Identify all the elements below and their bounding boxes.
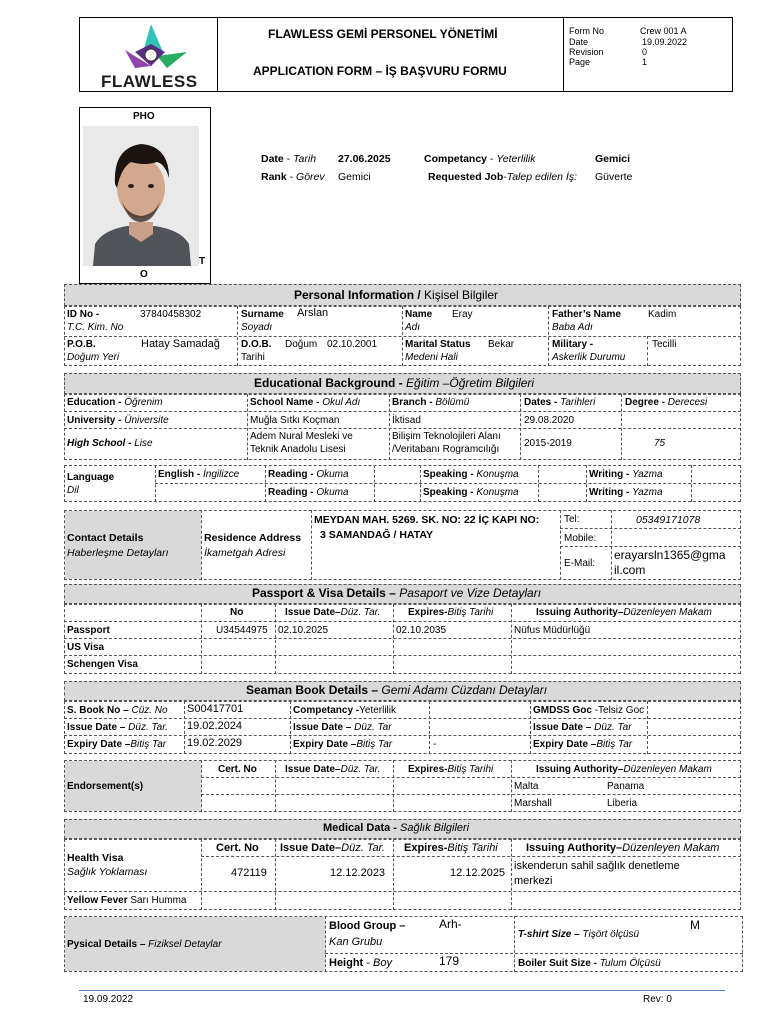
contact-col-divider-1	[201, 510, 202, 580]
health-authority-line-1: iskenderun sahil sağlık denetleme	[514, 860, 680, 872]
edu-header-branch: Branch - Bölümü	[392, 397, 470, 408]
meta-revision-label: Revision	[569, 47, 604, 57]
pob-label: P.O.B.	[67, 339, 96, 350]
tshirt-label: T-shirt Size – Tişört ölçüsü	[518, 929, 640, 940]
endorse-row-divider-1	[201, 777, 741, 778]
seaman-col-divider-3	[429, 701, 430, 754]
applicant-photo	[83, 126, 199, 266]
name-label: Name	[405, 309, 433, 320]
logo-text: FLAWLESS	[101, 72, 198, 91]
blood-group-label: Blood Group –	[329, 920, 406, 932]
university-school: Muğla Sıtkı Koçman	[250, 415, 340, 426]
contact-row-divider-2	[560, 546, 741, 547]
contact-col-divider-3	[560, 510, 561, 580]
endorse-row-1-name: Malta	[514, 781, 539, 792]
military-label: Military -	[552, 339, 594, 350]
passport-col-no: No	[230, 607, 244, 618]
lang-col-divider-3	[374, 465, 375, 502]
education-col-divider-3	[520, 394, 521, 460]
education-row-divider-1	[64, 411, 741, 412]
endorse-col-expires: Expires-Bitiş Tarihi	[408, 764, 494, 775]
passport-authority: Nüfus Müdürlüğü	[514, 625, 591, 636]
meta-revision-value: 0	[642, 47, 648, 57]
edu-header-education: Education - Öğrenim	[67, 397, 163, 408]
english-label: English - İngilizce	[158, 469, 240, 480]
medical-title: Medical Data - Sağlık Bilgileri	[323, 822, 470, 834]
form-title: APPLICATION FORM – İŞ BAŞVURU FORMU	[253, 64, 507, 78]
language-label: Language	[67, 472, 115, 483]
us-visa-label: US Visa	[67, 642, 105, 653]
mobile-label: Mobile:	[564, 533, 597, 544]
high-school-branch-2: /Veritabanı Rogramcılığı	[392, 444, 500, 455]
passport-col-authority: Issuing Authority–Düzenleyen Makam	[536, 607, 712, 618]
high-school-name-2: Teknik Anadolu Lisesi	[250, 444, 346, 455]
writing-label-2: Writing - Yazma	[589, 487, 663, 498]
seaman-col-divider-5	[647, 701, 648, 754]
seaman-col-divider-1	[184, 701, 185, 754]
dob-prefix: Doğum	[285, 339, 318, 350]
seaman-row-divider-2	[64, 735, 741, 736]
passport-col-divider-3	[393, 604, 394, 674]
edu-header-degree: Degree - Derecesi	[625, 397, 708, 408]
medical-col-cert: Cert. No	[216, 842, 259, 854]
physical-col-divider-1	[325, 916, 326, 972]
id-no-label-tr: T.C. Kim. No	[67, 322, 124, 333]
personal-col-divider-1	[237, 306, 238, 366]
schengen-visa-label: Schengen Visa	[67, 659, 138, 670]
medical-col-divider-3	[393, 839, 394, 910]
date-value: 27.06.2025	[338, 153, 391, 165]
passport-col-divider-2	[275, 604, 276, 674]
university-dates: 29.08.2020	[524, 415, 575, 426]
father-name-label-tr: Baba Adı	[552, 322, 593, 333]
header-divider-1	[217, 17, 218, 92]
physical-col-divider-2	[514, 916, 515, 972]
contact-row-divider-1	[560, 528, 741, 529]
endorse-col-issue: Issue Date–Düz. Tar.	[285, 764, 381, 775]
personal-info-title: Personal Information / Kişisel Bilgiler	[294, 288, 499, 302]
contact-label-tr: Haberleşme Detayları	[67, 547, 169, 559]
endorse-row-1-country: Panama	[607, 781, 645, 792]
height-label: Height - Boy	[329, 957, 392, 969]
education-row-divider-2	[64, 428, 741, 429]
reading-label-1: Reading - Okuma	[268, 469, 349, 480]
surname-value: Arslan	[297, 307, 329, 319]
id-no-value: 37840458302	[140, 309, 202, 320]
contact-col-divider-4	[611, 510, 612, 580]
dob-label: D.O.B.	[241, 339, 272, 350]
marital-status-label-tr: Medeni Hali	[405, 352, 458, 363]
meta-page-value: 1	[642, 57, 648, 67]
blood-group-label-tr: Kan Grubu	[329, 936, 383, 948]
seaman-issue-label: Issue Date – Düz. Tar.	[67, 722, 168, 733]
name-label-tr: Adı	[405, 322, 421, 333]
gmdss-label: GMDSS Goc -Telsiz Goc	[533, 705, 645, 716]
yellow-fever-label: Yellow Fever Sarı Humma	[67, 895, 187, 906]
photo-label-top: PHO	[133, 111, 155, 122]
high-school-degree: 75	[654, 438, 666, 449]
seaman-col-divider-2	[290, 701, 291, 754]
contact-label: Contact Details	[67, 532, 144, 544]
company-logo	[95, 22, 205, 90]
surname-label: Surname	[241, 309, 284, 320]
endorse-col-divider-2	[275, 760, 276, 812]
physical-label: Pysical Details – Fiziksel Detaylar	[67, 939, 222, 950]
health-expires: 12.12.2025	[450, 867, 506, 879]
address-line-1: MEYDAN MAH. 5269. SK. NO: 22 İÇ KAPI NO:	[314, 514, 540, 526]
seaman-expiry-value: 19.02.2029	[187, 737, 243, 749]
writing-label-1: Writing - Yazma	[589, 469, 663, 480]
contact-col-divider-2	[311, 510, 312, 580]
footer-date: 19.09.2022	[83, 994, 134, 1005]
seaman-issue2-label: Issue Date – Düz. Tar	[293, 722, 392, 733]
meta-page-label: Page	[569, 57, 591, 67]
health-authority-line-2: merkezi	[514, 875, 553, 887]
endorsement-label: Endorsement(s)	[67, 781, 144, 792]
health-visa-label: Health Visa	[67, 852, 124, 864]
passport-title: Passport & Visa Details – Pasaport ve Vize Detayları	[252, 586, 542, 600]
passport-col-expires: Expires-Bitiş Tarihi	[408, 607, 494, 618]
seaman-expiry-label: Expiry Date –Bitiş Tar	[67, 739, 167, 750]
seaman-expiry2-value: -	[433, 739, 437, 750]
marital-status-value: Bekar	[488, 339, 515, 350]
medical-row-divider-2	[64, 891, 741, 892]
residence-label-tr: İkametgah Adresi	[204, 547, 286, 559]
id-no-label: ID No -	[67, 309, 100, 320]
competency-label: Competancy - Yeterlilik	[424, 153, 536, 165]
passport-row-divider-1	[64, 621, 741, 622]
requested-job-label: Requested Job-Talep edilen İş:	[428, 171, 578, 183]
father-name-label: Father’s Name	[552, 309, 621, 320]
blood-group-value: Arh-	[439, 917, 462, 931]
flawless-logo-icon	[95, 22, 205, 72]
tel-value: 05349171078	[636, 514, 701, 526]
seaman-col-divider-4	[530, 701, 531, 754]
edu-header-dates: Dates - Tarihleri	[524, 397, 596, 408]
endorse-row-2-country: Liberia	[607, 798, 638, 809]
university-branch: İktisad	[392, 415, 421, 426]
high-school-dates: 2015-2019	[524, 438, 572, 449]
photo-label-t: T	[199, 256, 206, 267]
endorse-col-divider-4	[511, 760, 512, 812]
residence-label: Residence Address	[204, 532, 302, 544]
physical-row-divider	[325, 953, 743, 954]
lang-col-divider-7	[691, 465, 692, 502]
lang-col-divider-2	[265, 465, 266, 502]
speaking-label-2: Speaking - Konuşma	[423, 487, 519, 498]
personal-col-divider-4	[647, 336, 648, 366]
tshirt-value: M	[690, 918, 700, 932]
address-line-2: 3 SAMANDAĞ / HATAY	[320, 529, 433, 541]
endorse-col-divider-3	[393, 760, 394, 812]
health-visa-label-tr: Sağlık Yoklaması	[67, 866, 148, 878]
medical-col-divider-1	[201, 839, 202, 910]
edu-header-school: School Name - Okul Adı	[250, 397, 361, 408]
language-label-tr: Dil	[67, 485, 79, 496]
photo-label-bottom: O	[140, 269, 148, 280]
passport-number: U34544975	[216, 625, 268, 636]
tel-label: Tel:	[564, 514, 580, 525]
sbook-label: S. Book No – Cüz. No	[67, 705, 168, 716]
footer-rule	[79, 990, 725, 991]
boiler-suit-label: Boiler Suit Size - Tulum Ölçüsü	[518, 958, 661, 969]
seaman-expiry2-label: Expiry Date –Bitiş Tar	[293, 739, 393, 750]
personal-col-divider-3	[548, 306, 549, 366]
medical-row-divider-1	[201, 856, 741, 857]
seaman-title: Seaman Book Details – Gemi Adamı Cüzdanı Detayları	[246, 683, 548, 697]
company-title: FLAWLESS GEMİ PERSONEL YÖNETİMİ	[268, 27, 498, 41]
contact-label-cell	[65, 511, 201, 579]
endorse-col-cert: Cert. No	[218, 764, 257, 775]
seaman-row-divider-1	[64, 718, 741, 719]
passport-col-issue: Issue Date–Düz. Tar.	[285, 607, 381, 618]
high-school-label: High School - Lise	[67, 438, 153, 449]
passport-col-divider-4	[511, 604, 512, 674]
pob-label-tr: Doğum Yeri	[67, 352, 120, 363]
seaman-issue-value: 19.02.2024	[187, 720, 243, 732]
email-line-1: erayarsln1365@gma	[614, 548, 726, 562]
passport-col-divider-1	[201, 604, 202, 674]
father-name-value: Kadim	[648, 309, 677, 320]
medical-col-divider-2	[275, 839, 276, 910]
reading-label-2: Reading - Okuma	[268, 487, 349, 498]
military-label-tr: Askerlik Durumu	[552, 352, 626, 363]
email-label: E-Mail:	[564, 558, 596, 569]
dob-value: 02.10.2001	[327, 339, 378, 350]
passport-row-label: Passport	[67, 625, 110, 636]
meta-form-no-label: Form No	[569, 26, 605, 36]
lang-row-divider	[155, 483, 741, 484]
education-col-divider-2	[389, 394, 390, 460]
health-issue-date: 12.12.2023	[330, 867, 386, 879]
endorse-row-divider-2	[201, 794, 741, 795]
requested-job-value: Güverte	[595, 171, 633, 183]
date-label: Date - Tarih	[261, 153, 317, 165]
university-label: University - Üniversite	[67, 415, 169, 426]
height-value: 179	[439, 954, 460, 968]
endorse-row-2-name: Marshall	[514, 798, 552, 809]
dob-label-tr: Tarihi	[241, 352, 265, 363]
medical-col-expires: Expires-Bitiş Tarihi	[404, 842, 498, 854]
passport-row-divider-2	[64, 638, 741, 639]
seaman-expiry3-label: Expiry Date –Bitiş Tar	[533, 739, 633, 750]
person-portrait-icon	[83, 126, 199, 266]
email-line-2: il.com	[614, 563, 646, 577]
rank-value: Gemici	[338, 171, 371, 183]
medical-col-divider-4	[511, 839, 512, 910]
surname-label-tr: Soyadı	[241, 322, 273, 333]
marital-status-label: Marital Status	[405, 339, 471, 350]
high-school-branch-1: Bilişim Teknolojileri Alanı	[392, 431, 501, 442]
lang-col-divider-6	[586, 465, 587, 502]
military-value: Tecilli	[652, 339, 677, 350]
rank-label: Rank - Görev	[261, 171, 325, 183]
passport-row-divider-3	[64, 655, 741, 656]
sbook-value: S00417701	[187, 703, 244, 715]
meta-form-no-value: Crew 001 A	[640, 26, 687, 36]
lang-col-divider-4	[420, 465, 421, 502]
pob-value: Hatay Samadağ	[141, 338, 220, 350]
personal-col-divider-2	[402, 306, 403, 366]
lang-col-divider-5	[538, 465, 539, 502]
high-school-name-1: Adem Nural Mesleki ve	[250, 431, 353, 442]
medical-col-issue: Issue Date–Düz. Tar.	[280, 842, 385, 854]
name-value: Eray	[452, 309, 473, 320]
seaman-issue3-label: Issue Date – Düz. Tar	[533, 722, 632, 733]
footer-revision: Rev: 0	[643, 994, 672, 1005]
health-cert-no: 472119	[231, 867, 267, 879]
passport-issue-date: 02.10.2025	[278, 625, 329, 636]
education-col-divider-4	[621, 394, 622, 460]
competency-value: Gemici	[595, 153, 631, 165]
speaking-label-1: Speaking - Konuşma	[423, 469, 519, 480]
seaman-competency-label: Competancy -Yeterlilik	[293, 705, 396, 716]
education-title: Educational Background - Eğitim –Öğretim Bilgileri	[254, 376, 535, 390]
endorse-col-divider-1	[201, 760, 202, 812]
passport-expires: 02.10.2035	[396, 625, 447, 636]
meta-date-value: 19.09.2022	[642, 37, 688, 47]
endorse-col-authority: Issuing Authority–Düzenleyen Makam	[536, 764, 712, 775]
meta-date-label: Date	[569, 37, 589, 47]
education-col-divider-1	[247, 394, 248, 460]
medical-col-authority: Issuing Authority–Düzenleyen Makam	[526, 842, 720, 854]
header-divider-2	[563, 17, 564, 92]
